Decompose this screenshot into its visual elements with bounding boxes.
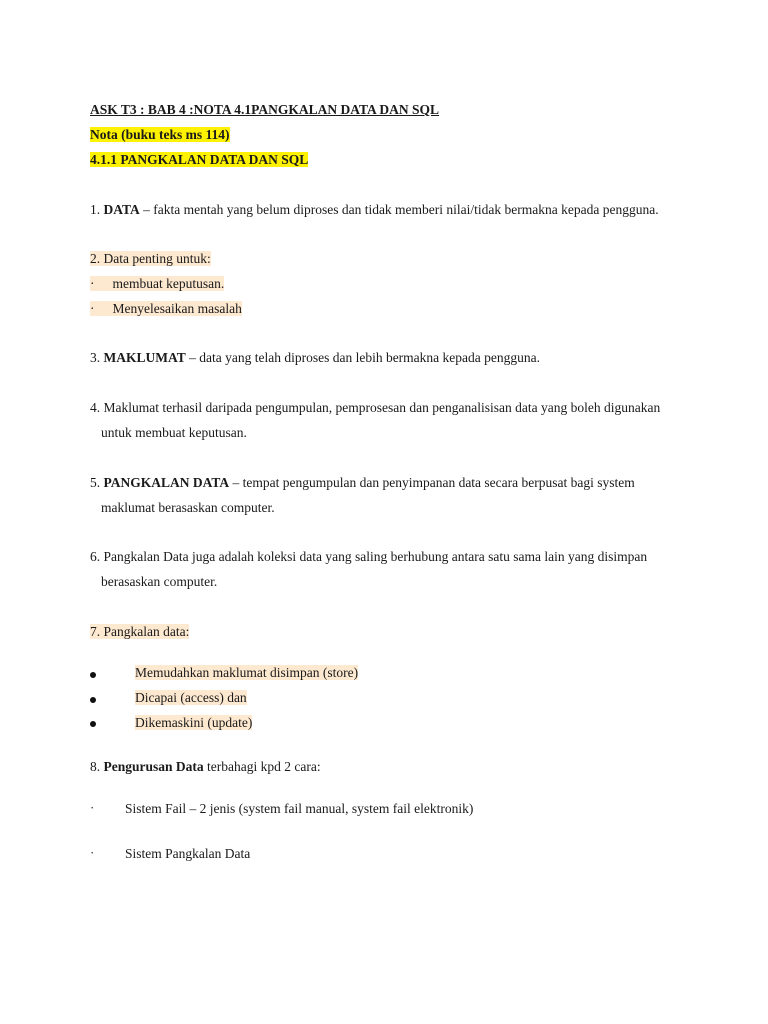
paragraph-2-item-text: membuat keputusan. [95, 276, 225, 291]
paragraph-7-item [135, 714, 252, 732]
paragraph-5 [90, 474, 635, 492]
paragraph-8-item: Sistem Pangkalan Data [125, 846, 251, 861]
paragraph-8-item-bullet: · [90, 800, 95, 815]
paragraph-3 [90, 349, 540, 367]
paragraph-4-line-1: 4. Maklumat terhasil daripada pengumpulan, pemprosesan dan penganalisisan data yang boleh digunakan [90, 400, 661, 415]
paragraph-7-item [135, 664, 358, 682]
paragraph-5-line-2: maklumat berasaskan computer. [101, 500, 275, 515]
paragraph-7-heading-text: 7. Pangkalan data: [90, 624, 190, 639]
paragraph-5-number: 5. [90, 475, 104, 490]
section-heading [90, 151, 308, 169]
paragraph-8-item-bullet: · [90, 845, 95, 860]
paragraph-6-line-2: berasaskan computer. [101, 574, 218, 589]
bullet-disc-icon [90, 672, 96, 678]
paragraph-2-item-bullet: · [90, 276, 95, 291]
paragraph-7-item-text: Dikemaskini (update) [135, 715, 253, 730]
paragraph-8 [90, 758, 321, 776]
paragraph-7-item [135, 689, 247, 707]
paragraph-8-text: terbahagi kpd 2 cara: [203, 759, 321, 774]
paragraph-8-number: 8. [90, 759, 104, 774]
nota-reference [90, 126, 230, 144]
bullet-disc-icon [90, 721, 96, 727]
paragraph-3-number: 3. [90, 350, 104, 365]
paragraph-4-line-2: untuk membuat keputusan. [101, 425, 247, 440]
paragraph-2-heading-text: 2. Data penting untuk: [90, 251, 211, 266]
document-title: ASK T3 : BAB 4 :NOTA 4.1PANGKALAN DATA DAN SQL [90, 102, 440, 117]
paragraph-1-number: 1. [90, 202, 104, 217]
paragraph-2-item-text: Menyelesaikan masalah [95, 301, 242, 316]
paragraph-5-term: PANGKALAN DATA [103, 475, 230, 490]
paragraph-3-text: – data yang telah diproses dan lebih bermakna kepada pengguna. [185, 350, 540, 365]
paragraph-5-text: – tempat pengumpulan dan penyimpanan data secara berpusat bagi system [229, 475, 635, 490]
paragraph-1-term: DATA [103, 202, 140, 217]
paragraph-1 [90, 201, 659, 219]
paragraph-6-line-1: 6. Pangkalan Data juga adalah koleksi data yang saling berhubung antara satu sama lain yang disimpan [90, 549, 648, 564]
nota-reference-text: Nota (buku teks ms 114) [90, 127, 230, 142]
paragraph-8-item: Sistem Fail – 2 jenis (system fail manual, system fail elektronik) [125, 801, 474, 816]
paragraph-2-heading [90, 250, 211, 268]
bullet-disc-icon [90, 697, 96, 703]
paragraph-2-item [90, 300, 242, 318]
paragraph-7-item-text: Memudahkan maklumat disimpan (store) [135, 665, 359, 680]
paragraph-7-item-text: Dicapai (access) dan [135, 690, 247, 705]
paragraph-3-term: MAKLUMAT [103, 350, 186, 365]
paragraph-2-item-bullet: · [90, 301, 95, 316]
section-heading-text: 4.1.1 PANGKALAN DATA DAN SQL [90, 152, 309, 167]
paragraph-7-heading [90, 623, 189, 641]
paragraph-1-text: – fakta mentah yang belum diproses dan tidak memberi nilai/tidak bermakna kepada pengguna. [139, 202, 659, 217]
paragraph-8-term: Pengurusan Data [103, 759, 204, 774]
paragraph-2-item [90, 275, 224, 293]
